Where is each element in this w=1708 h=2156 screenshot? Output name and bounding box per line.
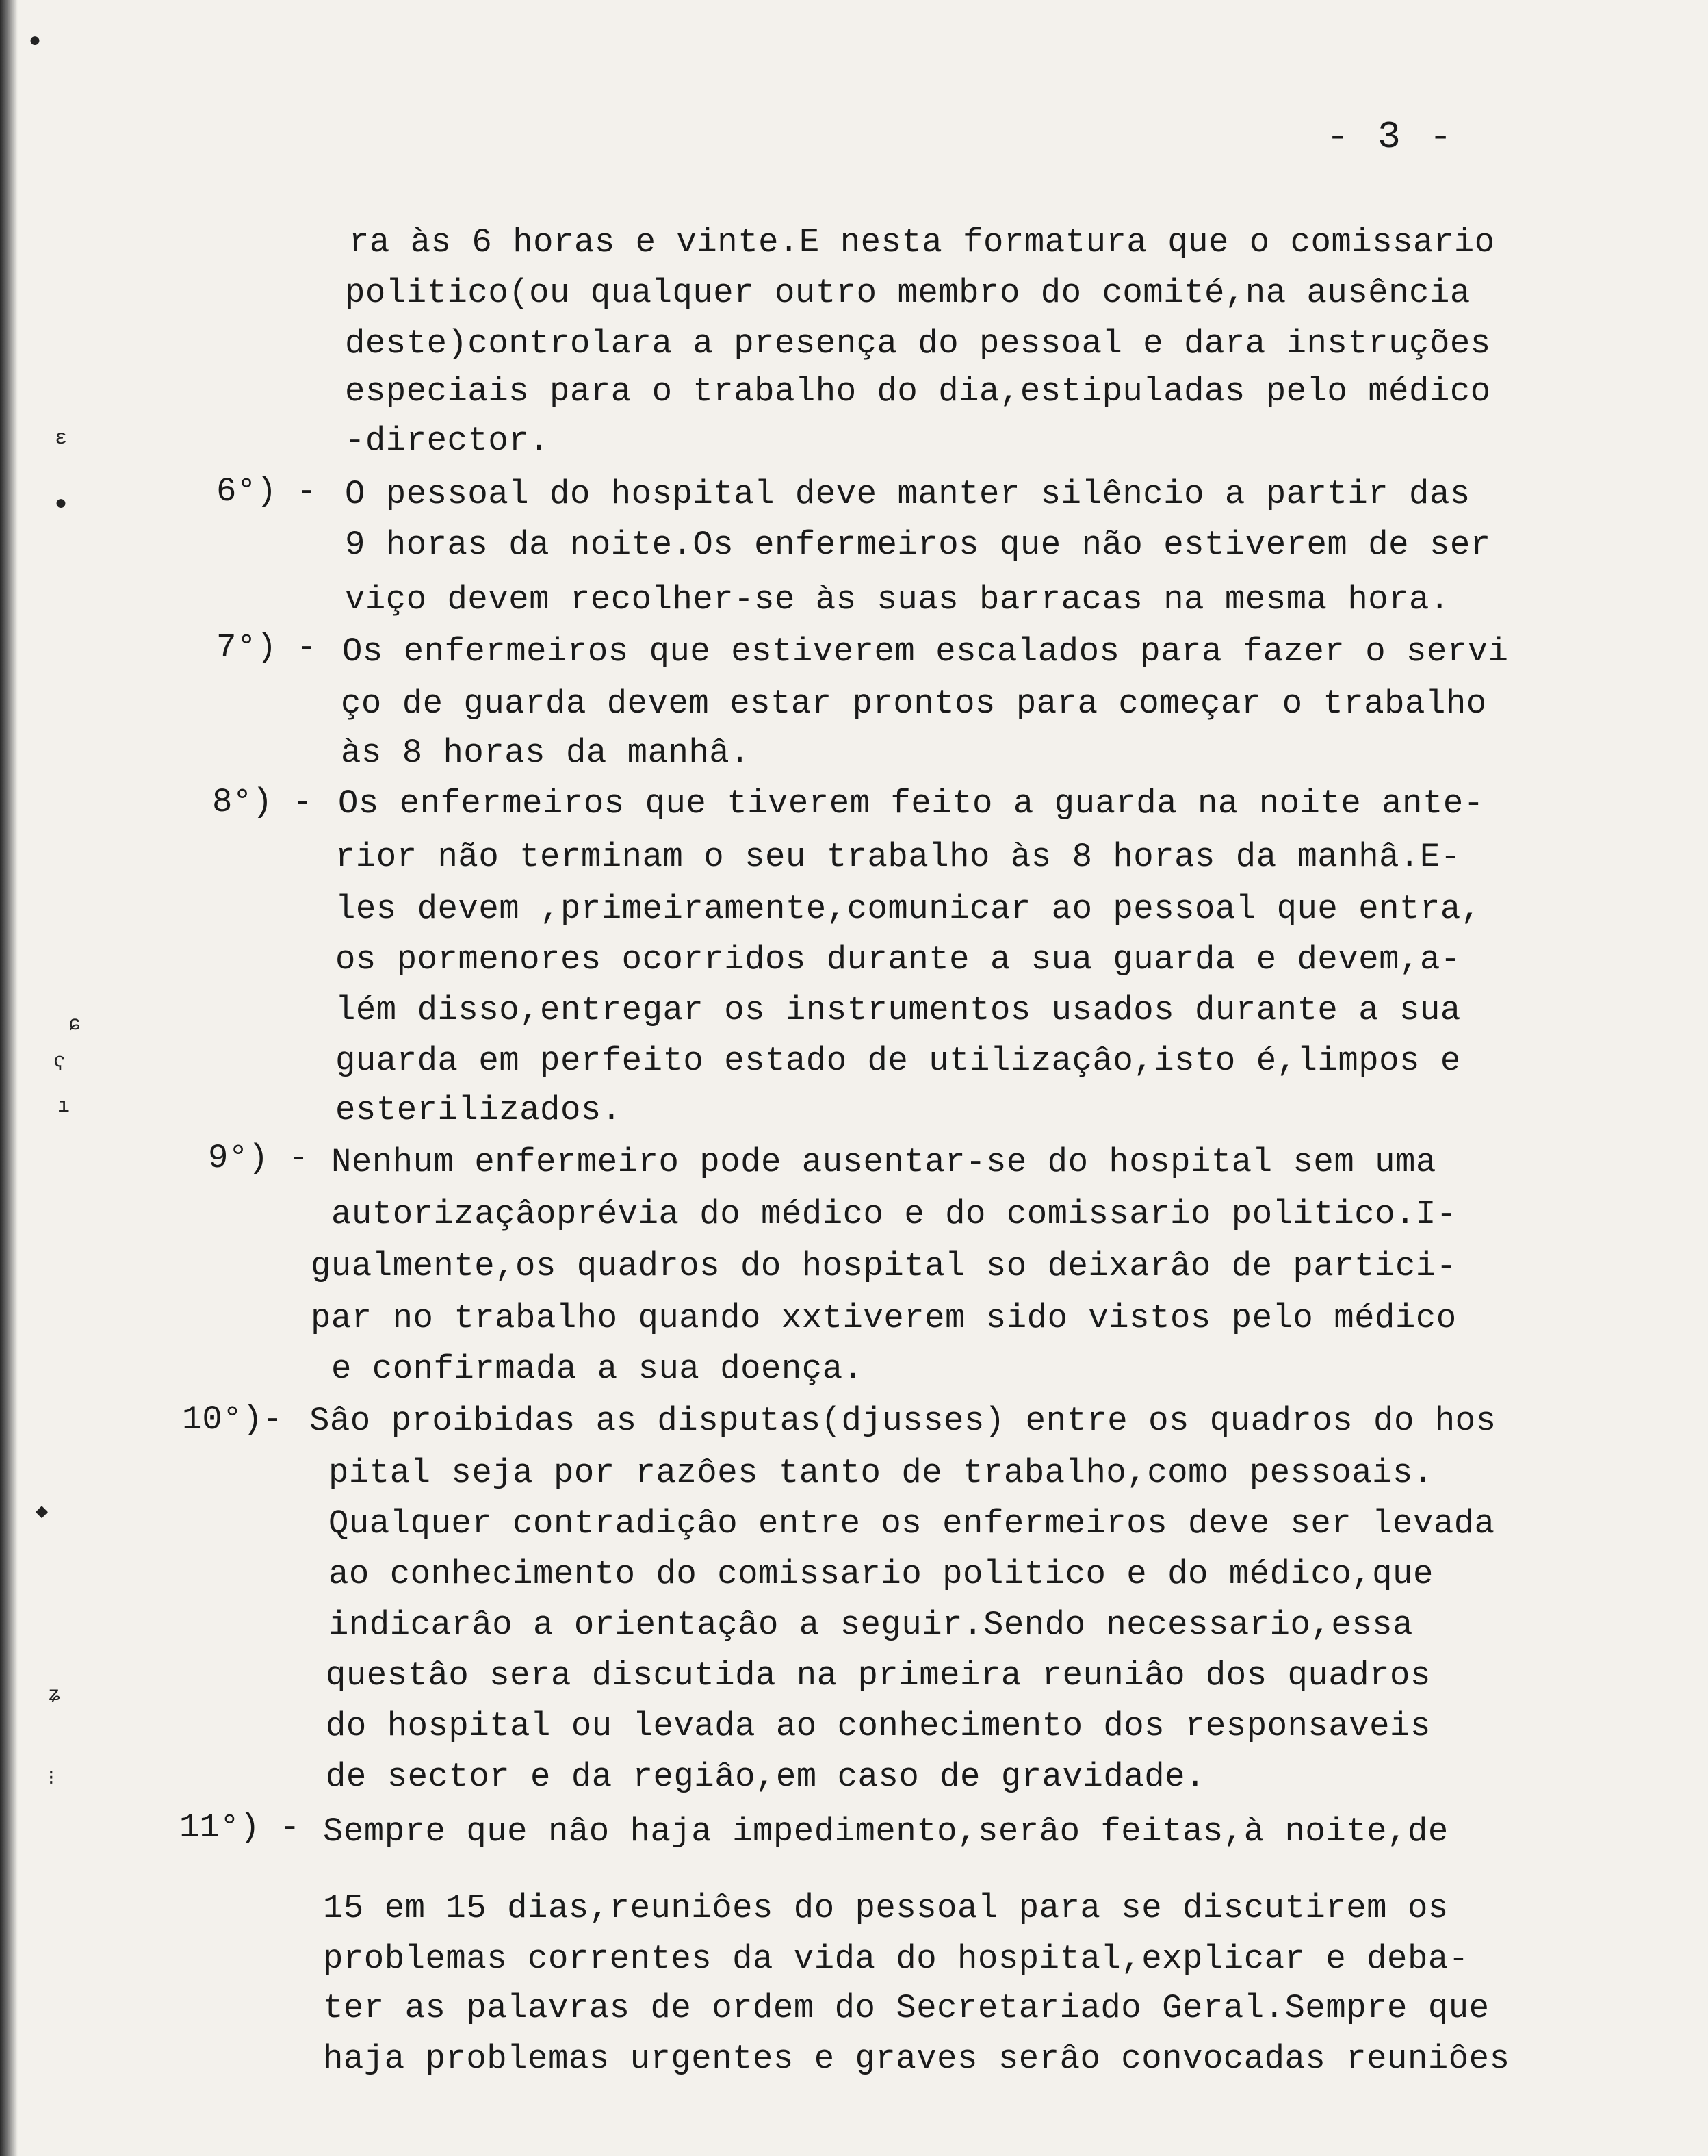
text-line: Qualquer contradiçâo entre os enfermeiros deve ser levada [328, 1504, 1495, 1543]
text-line: rior não terminam o seu trabalho às 8 horas da manhâ.E- [335, 838, 1461, 876]
text-line: questâo sera discutida na primeira reuniâo dos quadros [326, 1656, 1431, 1695]
text-line: gualmente,os quadros do hospital so deixarâo de partici- [311, 1247, 1457, 1285]
text-line: ço de guarda devem estar prontos para começar o trabalho [341, 684, 1487, 723]
text-line: indicarâo a orientaçâo a seguir.Sendo necessario,essa [328, 1606, 1413, 1644]
scan-speck: ⁝ [48, 1768, 55, 1791]
text-line: ra às 6 horas e vinte.E nesta formatura que o comissario [349, 223, 1495, 261]
scan-speck: ● [29, 30, 42, 53]
scan-speck: ● [55, 493, 68, 516]
page-number: - 3 - [1325, 115, 1455, 159]
text-line: deste)controlara a presença do pessoal e dara instruções [345, 324, 1491, 363]
text-line: O pessoal do hospital deve manter silêncio a partir das [345, 475, 1471, 513]
scan-speck: ɕ [68, 1013, 81, 1036]
text-line: do hospital ou levada ao conhecimento dos responsaveis [326, 1707, 1431, 1745]
text-line: lém disso,entregar os instrumentos usados durante a sua [335, 991, 1461, 1029]
scan-speck: ◆ [36, 1501, 49, 1524]
text-line: ter as palavras de ordem do Secretariado Geral.Sempre que [323, 1989, 1490, 2027]
text-line: les devem ,primeiramente,comunicar ao pessoal que entra, [335, 890, 1481, 928]
text-line: 15 em 15 dias,reuniôes do pessoal para se discutirem os [323, 1889, 1449, 1927]
text-line: Os enfermeiros que tiverem feito a guarda na noite ante- [338, 784, 1484, 823]
item-number: 9°) - [208, 1139, 309, 1177]
text-line: guarda em perfeito estado de utilizaçâo,isto é,limpos e [335, 1042, 1461, 1080]
text-line: de sector e da regiâo,em caso de gravidade. [326, 1758, 1206, 1796]
item-number: 8°) - [212, 783, 313, 821]
text-line: e confirmada a sua doença. [331, 1350, 864, 1388]
text-line: 9 horas da noite.Os enfermeiros que não estiverem de ser [345, 526, 1491, 564]
item-number: 7°) - [216, 628, 318, 667]
text-line: os pormenores ocorridos durante a sua guarda e devem,a- [335, 940, 1461, 979]
text-line: viço devem recolher-se às suas barracas na mesma hora. [345, 580, 1450, 619]
item-number: 10°)- [182, 1400, 283, 1439]
text-line: -director. [345, 422, 550, 460]
scan-speck: ı [57, 1095, 70, 1118]
scan-speck: ʕ [53, 1054, 66, 1077]
item-number: 11°) - [179, 1808, 300, 1847]
text-line: problemas correntes da vida do hospital,explicar e deba- [323, 1940, 1469, 1978]
text-line: pital seja por razôes tanto de trabalho,como pessoais. [328, 1454, 1434, 1492]
text-line: às 8 horas da manhâ. [341, 734, 751, 772]
text-line: Sâo proibidas as disputas(djusses) entre os quadros do hos [309, 1402, 1497, 1440]
scan-speck: ɛ [55, 427, 68, 450]
text-line: especiais para o trabalho do dia,estipuladas pelo médico [345, 372, 1491, 411]
item-number: 6°) - [216, 472, 318, 511]
scan-speck: ʑ [48, 1684, 61, 1707]
text-line: haja problemas urgentes e graves serâo convocadas reuniôes [323, 2040, 1510, 2078]
text-line: ao conhecimento do comissario politico e do médico,que [328, 1555, 1434, 1593]
text-line: Nenhum enfermeiro pode ausentar-se do hospital sem uma [331, 1143, 1436, 1181]
text-line: autorizaçâoprévia do médico e do comissario politico.I- [331, 1195, 1457, 1233]
text-line: esterilizados. [335, 1091, 622, 1129]
text-line: par no trabalho quando xxtiverem sido vistos pelo médico [311, 1299, 1457, 1337]
text-line: Os enfermeiros que estiverem escalados para fazer o servi [342, 632, 1509, 671]
text-line: politico(ou qualquer outro membro do comité,na ausência [345, 274, 1471, 312]
text-line: Sempre que nâo haja impedimento,serâo feitas,à noite,de [323, 1812, 1449, 1851]
scan-edge-shadow [0, 0, 18, 2156]
